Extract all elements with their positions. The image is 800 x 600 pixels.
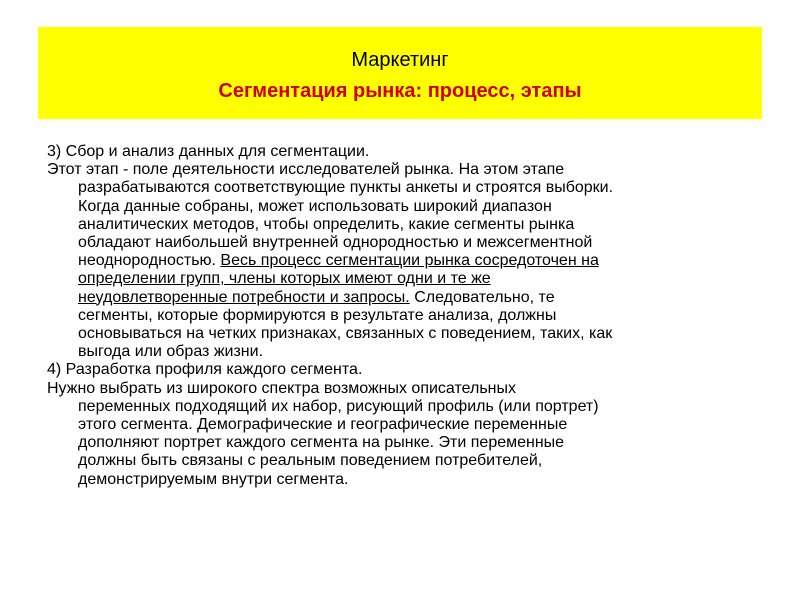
slide-body-text	[47, 143, 777, 489]
text-span: Этот этап - поле деятельности исследователей рынка. На этом этапе	[47, 161, 565, 179]
text-line	[47, 471, 777, 489]
text-span: основываться на четких признаках, связанных с поведением, таких, как	[78, 325, 613, 343]
text-line	[47, 270, 777, 288]
text-span: демонстрируемым внутри сегмента.	[78, 470, 349, 488]
text-line	[47, 216, 777, 234]
text-span: переменных подходящий их набор, рисующий профиль (или портрет)	[78, 397, 599, 415]
text-span: неоднородностью.	[78, 252, 221, 270]
text-span: сегменты, которые формируются в результате анализа, должны	[78, 306, 557, 324]
text-line	[47, 143, 777, 161]
underlined-text: неудовлетворенные потребности и запросы.	[78, 288, 410, 306]
underlined-text: определении групп, члены которых имеют одни и те же	[78, 270, 491, 288]
text-line	[47, 398, 777, 416]
text-span: должны быть связаны с реальным поведением потребителей,	[78, 452, 543, 470]
text-span: 3) Сбор и анализ данных для сегментации.	[47, 143, 370, 160]
text-line	[47, 416, 777, 434]
text-span: Нужно выбрать из широкого спектра возможных описательных	[47, 379, 516, 397]
text-line	[47, 161, 777, 179]
text-line	[47, 325, 777, 343]
text-line	[47, 380, 777, 398]
text-span: обладают наибольшей внутренней однородностью и межсегментной	[78, 234, 593, 252]
text-span: Когда данные собраны, может использовать широкий диапазон	[78, 197, 552, 215]
text-line	[47, 179, 777, 197]
slide-title: Маркетинг	[351, 49, 449, 71]
title-banner	[38, 27, 762, 119]
text-line	[47, 361, 777, 379]
text-line	[47, 198, 777, 216]
text-span: этого сегмента. Демографические и географические переменные	[78, 416, 568, 434]
text-span: дополняют портрет каждого сегмента на рынке. Эти переменные	[78, 434, 565, 452]
underlined-text: Весь процесс сегментации рынка сосредоточен на	[220, 252, 599, 270]
text-line	[47, 452, 777, 470]
slide-subtitle: Сегментация рынка: процесс, этапы	[218, 80, 582, 102]
text-span: Следовательно, те	[409, 288, 555, 306]
text-line	[47, 434, 777, 452]
text-span: аналитических методов, чтобы определить, какие сегменты рынка	[78, 215, 575, 233]
text-line	[47, 289, 777, 307]
text-span: 4) Разработка профиля каждого сегмента.	[47, 361, 363, 379]
text-line	[47, 234, 777, 252]
text-span: разрабатываются соответствующие пункты анкеты и строятся выборки.	[78, 179, 614, 197]
text-line	[47, 252, 777, 270]
text-line	[47, 343, 777, 361]
text-line	[47, 307, 777, 325]
text-span: выгода или образ жизни.	[78, 343, 264, 361]
